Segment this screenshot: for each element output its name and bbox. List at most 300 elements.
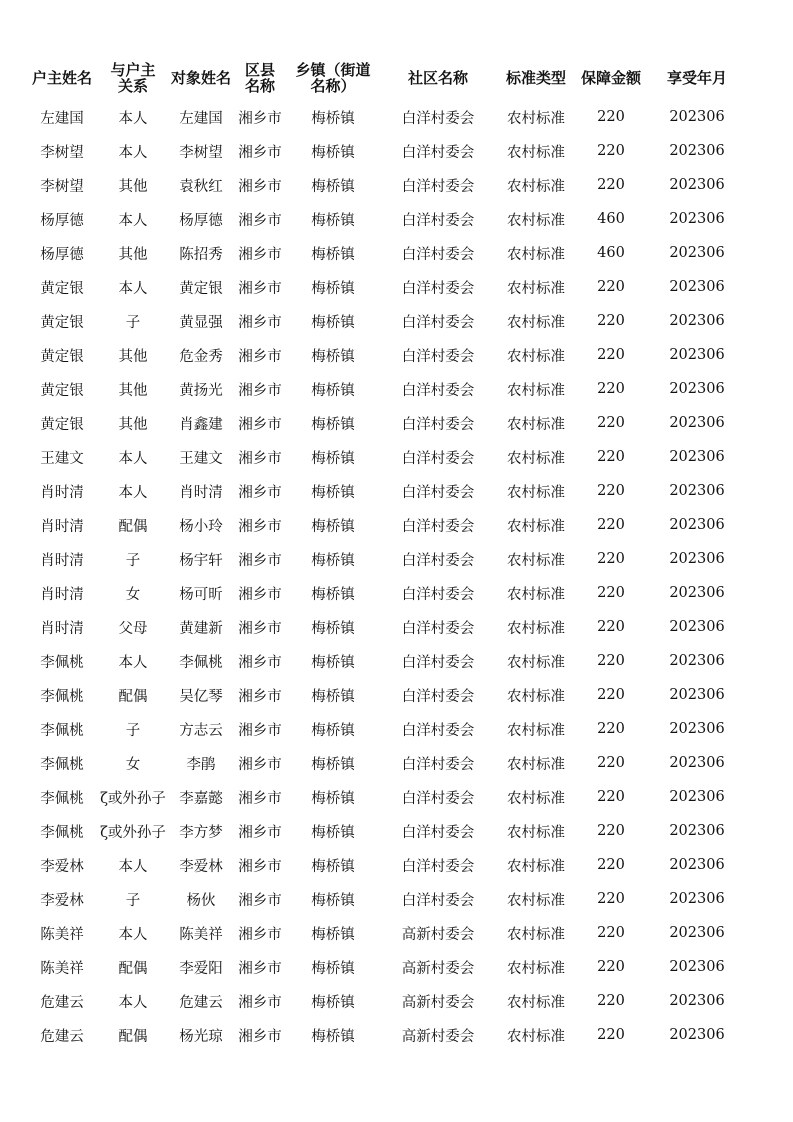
cell-standard-type: 农村标准 bbox=[507, 1028, 565, 1045]
cell-benefit-amount: 220 bbox=[597, 789, 625, 805]
cell-benefit-month: 202306 bbox=[669, 585, 725, 601]
header-label-line: 与户主 bbox=[110, 61, 156, 79]
table-row bbox=[24, 984, 750, 1018]
cell-relation-to-head: 女 bbox=[125, 586, 141, 603]
cell-community-name: 白洋村委会 bbox=[401, 246, 475, 263]
header-household-head-name bbox=[24, 56, 100, 100]
cell-recipient-name: 黄显强 bbox=[179, 314, 223, 331]
cell-recipient-name: 袁秋红 bbox=[179, 178, 223, 195]
cell-community-name: 白洋村委会 bbox=[401, 416, 475, 433]
cell-recipient-name: 杨厚德 bbox=[179, 212, 223, 229]
cell-household-head-name: 李佩桃 bbox=[40, 824, 84, 841]
cell-township-name: 梅桥镇 bbox=[311, 246, 355, 263]
cell-standard-type: 农村标准 bbox=[507, 552, 565, 569]
cell-standard-type: 农村标准 bbox=[507, 450, 565, 467]
cell-community-name: 白洋村委会 bbox=[401, 858, 475, 875]
cell-benefit-amount: 220 bbox=[597, 279, 625, 295]
cell-township-name: 梅桥镇 bbox=[311, 348, 355, 365]
table-row bbox=[24, 678, 750, 712]
cell-benefit-month: 202306 bbox=[669, 381, 725, 397]
cell-household-head-name: 危建云 bbox=[40, 994, 84, 1011]
cell-community-name: 高新村委会 bbox=[401, 926, 475, 943]
cell-benefit-amount: 220 bbox=[597, 415, 625, 431]
cell-relation-to-head: 本人 bbox=[118, 110, 148, 127]
cell-benefit-amount: 220 bbox=[597, 959, 625, 975]
cell-standard-type: 农村标准 bbox=[507, 178, 565, 195]
cell-county-name: 湘乡市 bbox=[238, 722, 282, 739]
cell-relation-to-head: 配偶 bbox=[118, 1028, 148, 1045]
cell-household-head-name: 黄定银 bbox=[40, 416, 84, 433]
header-benefit-amount bbox=[578, 56, 644, 100]
cell-township-name: 梅桥镇 bbox=[311, 688, 355, 705]
cell-benefit-amount: 220 bbox=[597, 449, 625, 465]
cell-benefit-amount: 220 bbox=[597, 551, 625, 567]
cell-township-name: 梅桥镇 bbox=[311, 654, 355, 671]
benefit-roster-table bbox=[24, 56, 750, 1052]
table-row bbox=[24, 882, 750, 916]
cell-community-name: 白洋村委会 bbox=[401, 790, 475, 807]
cell-county-name: 湘乡市 bbox=[238, 178, 282, 195]
cell-household-head-name: 李佩桃 bbox=[40, 790, 84, 807]
cell-household-head-name: 黄定银 bbox=[40, 382, 84, 399]
cell-household-head-name: 李佩桃 bbox=[40, 688, 84, 705]
cell-community-name: 白洋村委会 bbox=[401, 144, 475, 161]
cell-benefit-amount: 220 bbox=[597, 857, 625, 873]
header-relation-to-head bbox=[100, 56, 166, 100]
cell-recipient-name: 杨小玲 bbox=[179, 518, 223, 535]
table-row bbox=[24, 202, 750, 236]
cell-benefit-month: 202306 bbox=[669, 551, 725, 567]
cell-township-name: 梅桥镇 bbox=[311, 960, 355, 977]
table-row bbox=[24, 134, 750, 168]
cell-benefit-month: 202306 bbox=[669, 245, 725, 261]
cell-standard-type: 农村标准 bbox=[507, 620, 565, 637]
header-label-line: 户主姓名 bbox=[31, 69, 92, 87]
cell-recipient-name: 李方梦 bbox=[179, 824, 223, 841]
table-row bbox=[24, 270, 750, 304]
cell-community-name: 白洋村委会 bbox=[401, 450, 475, 467]
cell-community-name: 白洋村委会 bbox=[401, 892, 475, 909]
header-label-line: 乡镇（街道 bbox=[295, 61, 371, 79]
cell-township-name: 梅桥镇 bbox=[311, 994, 355, 1011]
cell-standard-type: 农村标准 bbox=[507, 688, 565, 705]
cell-recipient-name: 李爱林 bbox=[179, 858, 223, 875]
cell-standard-type: 农村标准 bbox=[507, 654, 565, 671]
cell-benefit-month: 202306 bbox=[669, 959, 725, 975]
cell-standard-type: 农村标准 bbox=[507, 246, 565, 263]
cell-community-name: 白洋村委会 bbox=[401, 484, 475, 501]
cell-household-head-name: 陈美祥 bbox=[40, 960, 84, 977]
cell-relation-to-head: 本人 bbox=[118, 144, 148, 161]
cell-community-name: 白洋村委会 bbox=[401, 722, 475, 739]
cell-standard-type: 农村标准 bbox=[507, 858, 565, 875]
cell-county-name: 湘乡市 bbox=[238, 518, 282, 535]
cell-standard-type: 农村标准 bbox=[507, 416, 565, 433]
cell-relation-to-head: 子 bbox=[125, 314, 141, 331]
cell-county-name: 湘乡市 bbox=[238, 654, 282, 671]
cell-benefit-month: 202306 bbox=[669, 1027, 725, 1043]
cell-household-head-name: 杨厚德 bbox=[40, 212, 84, 229]
cell-county-name: 湘乡市 bbox=[238, 756, 282, 773]
cell-county-name: 湘乡市 bbox=[238, 348, 282, 365]
table-row bbox=[24, 100, 750, 134]
cell-household-head-name: 王建文 bbox=[40, 450, 84, 467]
cell-household-head-name: 黄定银 bbox=[40, 280, 84, 297]
cell-benefit-month: 202306 bbox=[669, 109, 725, 125]
cell-relation-to-head: 子 bbox=[125, 722, 141, 739]
cell-county-name: 湘乡市 bbox=[238, 246, 282, 263]
cell-standard-type: 农村标准 bbox=[507, 280, 565, 297]
cell-township-name: 梅桥镇 bbox=[311, 212, 355, 229]
cell-township-name: 梅桥镇 bbox=[311, 790, 355, 807]
table-row bbox=[24, 372, 750, 406]
table-row bbox=[24, 610, 750, 644]
cell-relation-to-head: 其他 bbox=[118, 246, 148, 263]
cell-township-name: 梅桥镇 bbox=[311, 722, 355, 739]
cell-relation-to-head: 本人 bbox=[118, 212, 148, 229]
table-row bbox=[24, 338, 750, 372]
cell-standard-type: 农村标准 bbox=[507, 994, 565, 1011]
cell-community-name: 白洋村委会 bbox=[401, 348, 475, 365]
cell-benefit-month: 202306 bbox=[669, 517, 725, 533]
header-label-line: 标准类型 bbox=[505, 69, 566, 87]
table-row bbox=[24, 712, 750, 746]
cell-benefit-month: 202306 bbox=[669, 449, 725, 465]
cell-community-name: 白洋村委会 bbox=[401, 110, 475, 127]
table-row bbox=[24, 542, 750, 576]
cell-county-name: 湘乡市 bbox=[238, 790, 282, 807]
header-recipient-name bbox=[166, 56, 236, 100]
cell-benefit-month: 202306 bbox=[669, 755, 725, 771]
table-row bbox=[24, 474, 750, 508]
cell-benefit-amount: 220 bbox=[597, 1027, 625, 1043]
cell-standard-type: 农村标准 bbox=[507, 756, 565, 773]
cell-township-name: 梅桥镇 bbox=[311, 620, 355, 637]
cell-township-name: 梅桥镇 bbox=[311, 824, 355, 841]
table-row bbox=[24, 916, 750, 950]
cell-community-name: 高新村委会 bbox=[401, 960, 475, 977]
cell-benefit-amount: 460 bbox=[597, 245, 625, 261]
cell-benefit-month: 202306 bbox=[669, 415, 725, 431]
cell-benefit-month: 202306 bbox=[669, 687, 725, 703]
cell-household-head-name: 肖时清 bbox=[40, 484, 84, 501]
cell-benefit-amount: 220 bbox=[597, 687, 625, 703]
cell-recipient-name: 危建云 bbox=[179, 994, 223, 1011]
cell-county-name: 湘乡市 bbox=[238, 110, 282, 127]
cell-township-name: 梅桥镇 bbox=[311, 450, 355, 467]
header-label-line: 享受年月 bbox=[666, 69, 727, 87]
cell-benefit-month: 202306 bbox=[669, 619, 725, 635]
cell-recipient-name: 杨可昕 bbox=[179, 586, 223, 603]
table-header bbox=[24, 56, 750, 100]
cell-recipient-name: 方志云 bbox=[179, 722, 223, 739]
cell-standard-type: 农村标准 bbox=[507, 484, 565, 501]
table-row bbox=[24, 848, 750, 882]
cell-county-name: 湘乡市 bbox=[238, 416, 282, 433]
cell-relation-to-head: 本人 bbox=[118, 654, 148, 671]
cell-township-name: 梅桥镇 bbox=[311, 280, 355, 297]
cell-benefit-month: 202306 bbox=[669, 823, 725, 839]
cell-community-name: 白洋村委会 bbox=[401, 518, 475, 535]
cell-benefit-amount: 220 bbox=[597, 619, 625, 635]
cell-benefit-amount: 220 bbox=[597, 925, 625, 941]
cell-standard-type: 农村标准 bbox=[507, 314, 565, 331]
cell-county-name: 湘乡市 bbox=[238, 586, 282, 603]
header-label-line: 保障金额 bbox=[580, 69, 641, 87]
cell-benefit-amount: 220 bbox=[597, 381, 625, 397]
cell-county-name: 湘乡市 bbox=[238, 1028, 282, 1045]
header-row bbox=[24, 56, 750, 100]
header-label-line: 名称 bbox=[244, 77, 275, 95]
cell-relation-to-head: 本人 bbox=[118, 450, 148, 467]
cell-standard-type: 农村标准 bbox=[507, 144, 565, 161]
table-row bbox=[24, 440, 750, 474]
cell-recipient-name: 肖时清 bbox=[179, 484, 223, 501]
header-label-line: 关系 bbox=[117, 77, 148, 95]
cell-relation-to-head: 本人 bbox=[118, 994, 148, 1011]
cell-relation-to-head: 本人 bbox=[118, 280, 148, 297]
cell-standard-type: 农村标准 bbox=[507, 722, 565, 739]
cell-township-name: 梅桥镇 bbox=[311, 518, 355, 535]
table-row bbox=[24, 814, 750, 848]
table-row bbox=[24, 304, 750, 338]
cell-household-head-name: 陈美祥 bbox=[40, 926, 84, 943]
cell-recipient-name: 李佩桃 bbox=[179, 654, 223, 671]
cell-township-name: 梅桥镇 bbox=[311, 756, 355, 773]
header-label-line: 名称） bbox=[310, 77, 356, 95]
cell-benefit-month: 202306 bbox=[669, 347, 725, 363]
cell-household-head-name: 肖时清 bbox=[40, 586, 84, 603]
cell-benefit-month: 202306 bbox=[669, 483, 725, 499]
cell-county-name: 湘乡市 bbox=[238, 994, 282, 1011]
cell-relation-to-head: 女 bbox=[125, 756, 141, 773]
cell-standard-type: 农村标准 bbox=[507, 348, 565, 365]
cell-community-name: 白洋村委会 bbox=[401, 620, 475, 637]
cell-township-name: 梅桥镇 bbox=[311, 110, 355, 127]
cell-benefit-amount: 220 bbox=[597, 109, 625, 125]
cell-standard-type: 农村标准 bbox=[507, 586, 565, 603]
cell-relation-to-head: 子 bbox=[125, 892, 141, 909]
cell-benefit-month: 202306 bbox=[669, 177, 725, 193]
table-row bbox=[24, 168, 750, 202]
cell-community-name: 高新村委会 bbox=[401, 1028, 475, 1045]
cell-recipient-name: 左建国 bbox=[179, 110, 223, 127]
cell-relation-to-head: 本人 bbox=[118, 858, 148, 875]
cell-county-name: 湘乡市 bbox=[238, 892, 282, 909]
cell-household-head-name: 李佩桃 bbox=[40, 722, 84, 739]
header-county-name bbox=[236, 56, 284, 100]
cell-benefit-amount: 220 bbox=[597, 483, 625, 499]
cell-county-name: 湘乡市 bbox=[238, 552, 282, 569]
cell-relation-to-head: 其他 bbox=[118, 348, 148, 365]
cell-recipient-name: 杨伙 bbox=[186, 892, 216, 909]
cell-county-name: 湘乡市 bbox=[238, 824, 282, 841]
cell-community-name: 白洋村委会 bbox=[401, 586, 475, 603]
cell-recipient-name: 王建文 bbox=[179, 450, 223, 467]
cell-standard-type: 农村标准 bbox=[507, 960, 565, 977]
cell-benefit-amount: 460 bbox=[597, 211, 625, 227]
cell-household-head-name: 肖时清 bbox=[40, 518, 84, 535]
table-row bbox=[24, 746, 750, 780]
cell-recipient-name: 肖鑫建 bbox=[179, 416, 223, 433]
cell-county-name: 湘乡市 bbox=[238, 960, 282, 977]
table-row bbox=[24, 576, 750, 610]
cell-community-name: 白洋村委会 bbox=[401, 212, 475, 229]
cell-benefit-amount: 220 bbox=[597, 585, 625, 601]
cell-community-name: 白洋村委会 bbox=[401, 824, 475, 841]
cell-benefit-amount: 220 bbox=[597, 143, 625, 159]
cell-community-name: 白洋村委会 bbox=[401, 178, 475, 195]
cell-relation-to-head: 配偶 bbox=[118, 960, 148, 977]
cell-benefit-amount: 220 bbox=[597, 517, 625, 533]
cell-relation-to-head: 其他 bbox=[118, 416, 148, 433]
cell-township-name: 梅桥镇 bbox=[311, 178, 355, 195]
cell-standard-type: 农村标准 bbox=[507, 382, 565, 399]
cell-standard-type: 农村标准 bbox=[507, 892, 565, 909]
cell-standard-type: 农村标准 bbox=[507, 790, 565, 807]
cell-township-name: 梅桥镇 bbox=[311, 314, 355, 331]
cell-county-name: 湘乡市 bbox=[238, 212, 282, 229]
cell-relation-to-head: ζ或外孙子 bbox=[100, 790, 166, 807]
cell-household-head-name: 黄定银 bbox=[40, 314, 84, 331]
header-label-line: 区县 bbox=[244, 61, 275, 79]
cell-relation-to-head: 本人 bbox=[118, 484, 148, 501]
header-benefit-month bbox=[644, 56, 750, 100]
table-row bbox=[24, 780, 750, 814]
cell-benefit-month: 202306 bbox=[669, 789, 725, 805]
cell-relation-to-head: 其他 bbox=[118, 382, 148, 399]
cell-county-name: 湘乡市 bbox=[238, 450, 282, 467]
cell-recipient-name: 黄定银 bbox=[179, 280, 223, 297]
cell-township-name: 梅桥镇 bbox=[311, 416, 355, 433]
table-row bbox=[24, 508, 750, 542]
cell-recipient-name: 杨光琼 bbox=[179, 1028, 223, 1045]
cell-recipient-name: 吴亿琴 bbox=[179, 688, 223, 705]
cell-benefit-month: 202306 bbox=[669, 721, 725, 737]
cell-household-head-name: 杨厚德 bbox=[40, 246, 84, 263]
cell-community-name: 白洋村委会 bbox=[401, 382, 475, 399]
cell-benefit-month: 202306 bbox=[669, 653, 725, 669]
cell-township-name: 梅桥镇 bbox=[311, 1028, 355, 1045]
table-row bbox=[24, 644, 750, 678]
cell-household-head-name: 危建云 bbox=[40, 1028, 84, 1045]
cell-recipient-name: 李爱阳 bbox=[179, 960, 223, 977]
cell-township-name: 梅桥镇 bbox=[311, 552, 355, 569]
cell-community-name: 高新村委会 bbox=[401, 994, 475, 1011]
header-label-line: 对象姓名 bbox=[170, 69, 231, 87]
cell-relation-to-head: 子 bbox=[125, 552, 141, 569]
cell-recipient-name: 黄扬光 bbox=[179, 382, 223, 399]
cell-recipient-name: 杨宇轩 bbox=[179, 552, 223, 569]
cell-benefit-amount: 220 bbox=[597, 313, 625, 329]
cell-relation-to-head: ζ或外孙子 bbox=[100, 824, 166, 841]
cell-standard-type: 农村标准 bbox=[507, 926, 565, 943]
cell-benefit-amount: 220 bbox=[597, 993, 625, 1009]
cell-township-name: 梅桥镇 bbox=[311, 144, 355, 161]
cell-benefit-amount: 220 bbox=[597, 347, 625, 363]
cell-community-name: 白洋村委会 bbox=[401, 314, 475, 331]
table-row bbox=[24, 236, 750, 270]
cell-benefit-amount: 220 bbox=[597, 755, 625, 771]
cell-household-head-name: 左建国 bbox=[40, 110, 84, 127]
cell-relation-to-head: 配偶 bbox=[118, 518, 148, 535]
cell-recipient-name: 陈招秀 bbox=[179, 246, 223, 263]
cell-county-name: 湘乡市 bbox=[238, 382, 282, 399]
cell-household-head-name: 李树望 bbox=[40, 144, 84, 161]
cell-community-name: 白洋村委会 bbox=[401, 552, 475, 569]
table-row bbox=[24, 1018, 750, 1052]
cell-county-name: 湘乡市 bbox=[238, 484, 282, 501]
table-row bbox=[24, 950, 750, 984]
cell-household-head-name: 李爱林 bbox=[40, 858, 84, 875]
cell-relation-to-head: 配偶 bbox=[118, 688, 148, 705]
header-township-name bbox=[284, 56, 382, 100]
table-row bbox=[24, 406, 750, 440]
header-standard-type bbox=[494, 56, 578, 100]
cell-county-name: 湘乡市 bbox=[238, 280, 282, 297]
cell-relation-to-head: 父母 bbox=[118, 620, 148, 637]
cell-recipient-name: 李鹃 bbox=[186, 756, 216, 773]
table-body bbox=[24, 100, 750, 1052]
cell-standard-type: 农村标准 bbox=[507, 212, 565, 229]
cell-county-name: 湘乡市 bbox=[238, 314, 282, 331]
cell-household-head-name: 李佩桃 bbox=[40, 654, 84, 671]
cell-household-head-name: 李爱林 bbox=[40, 892, 84, 909]
cell-standard-type: 农村标准 bbox=[507, 824, 565, 841]
cell-benefit-month: 202306 bbox=[669, 993, 725, 1009]
cell-standard-type: 农村标准 bbox=[507, 518, 565, 535]
cell-county-name: 湘乡市 bbox=[238, 144, 282, 161]
cell-community-name: 白洋村委会 bbox=[401, 756, 475, 773]
cell-community-name: 白洋村委会 bbox=[401, 654, 475, 671]
cell-recipient-name: 李树望 bbox=[179, 144, 223, 161]
cell-benefit-amount: 220 bbox=[597, 177, 625, 193]
cell-township-name: 梅桥镇 bbox=[311, 892, 355, 909]
cell-benefit-month: 202306 bbox=[669, 211, 725, 227]
cell-county-name: 湘乡市 bbox=[238, 858, 282, 875]
header-community-name bbox=[382, 56, 494, 100]
cell-township-name: 梅桥镇 bbox=[311, 586, 355, 603]
cell-recipient-name: 危金秀 bbox=[179, 348, 223, 365]
cell-county-name: 湘乡市 bbox=[238, 688, 282, 705]
cell-community-name: 白洋村委会 bbox=[401, 280, 475, 297]
cell-benefit-amount: 220 bbox=[597, 823, 625, 839]
cell-relation-to-head: 本人 bbox=[118, 926, 148, 943]
cell-household-head-name: 李佩桃 bbox=[40, 756, 84, 773]
cell-relation-to-head: 其他 bbox=[118, 178, 148, 195]
cell-township-name: 梅桥镇 bbox=[311, 484, 355, 501]
cell-recipient-name: 李嘉懿 bbox=[179, 790, 223, 807]
cell-township-name: 梅桥镇 bbox=[311, 858, 355, 875]
cell-household-head-name: 黄定银 bbox=[40, 348, 84, 365]
cell-recipient-name: 黄建新 bbox=[179, 620, 223, 637]
cell-household-head-name: 李树望 bbox=[40, 178, 84, 195]
cell-county-name: 湘乡市 bbox=[238, 620, 282, 637]
cell-benefit-month: 202306 bbox=[669, 143, 725, 159]
cell-benefit-month: 202306 bbox=[669, 857, 725, 873]
cell-benefit-amount: 220 bbox=[597, 891, 625, 907]
cell-benefit-month: 202306 bbox=[669, 279, 725, 295]
header-label-line: 社区名称 bbox=[407, 69, 468, 87]
cell-household-head-name: 肖时清 bbox=[40, 620, 84, 637]
cell-standard-type: 农村标准 bbox=[507, 110, 565, 127]
cell-benefit-month: 202306 bbox=[669, 891, 725, 907]
cell-community-name: 白洋村委会 bbox=[401, 688, 475, 705]
cell-township-name: 梅桥镇 bbox=[311, 926, 355, 943]
cell-benefit-amount: 220 bbox=[597, 721, 625, 737]
cell-township-name: 梅桥镇 bbox=[311, 382, 355, 399]
cell-benefit-month: 202306 bbox=[669, 925, 725, 941]
